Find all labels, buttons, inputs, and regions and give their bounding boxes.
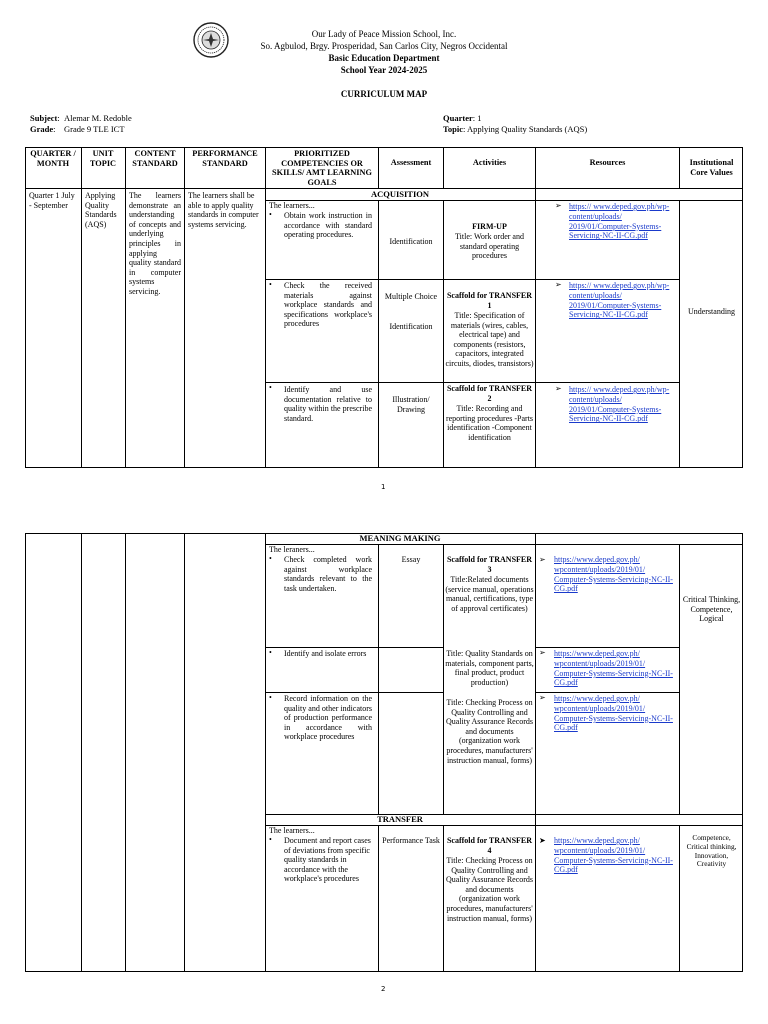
resource-link-mm-3[interactable]: https://www.deped.gov.ph/ wpcontent/uploads/2019/01/ Computer-Systems-Servicing-NC-II-CG.pdf bbox=[554, 694, 673, 733]
activity-detail-transfer: Title: Checking Process on Quality Controlling and Quality Assurance Records and documents (organization work procedures, manufacturers' instruction manual, forms) bbox=[445, 856, 534, 923]
unit-topic-text: Applying Quality Standards (AQS) bbox=[85, 191, 117, 229]
activity-title-transfer: Scaffold for TRANSFER 4 bbox=[446, 836, 533, 855]
competency-mm-2: Identify and isolate errors bbox=[284, 649, 367, 658]
activity-title-2: Scaffold for TRANSFER 1 bbox=[446, 291, 533, 310]
arrow-bullet-icon: ➢ bbox=[555, 201, 562, 210]
activity-title-3: Scaffold for TRANSFER 2 bbox=[446, 384, 533, 403]
competency-3: Identify and use documentation relative to quality within the prescribe standard. bbox=[284, 385, 372, 423]
activity-title-mm-1: Scaffold for TRANSFER 3 bbox=[446, 555, 533, 574]
resource-link-mm-2[interactable]: https://www.deped.gov.ph/ wpcontent/uploads/2019/01/ Computer-Systems-Servicing-NC-II-CG.pdf bbox=[554, 649, 673, 688]
bullet: • bbox=[269, 554, 272, 563]
arrow-bullet-icon: ➢ bbox=[539, 693, 546, 702]
content-standard-text: The learners demonstrate an understanding of concepts and underlying principles in applying quality standard in computer systems servicing. bbox=[129, 191, 181, 296]
col-header-unit: UNIT TOPIC bbox=[89, 149, 117, 168]
grade-label: Grade bbox=[30, 124, 54, 134]
school-name: Our Lady of Peace Mission School, Inc. bbox=[311, 29, 457, 39]
col-header-core-values: Institutional Core Values bbox=[689, 158, 734, 177]
section-transfer: TRANSFER bbox=[377, 814, 423, 824]
resource-link-3[interactable]: https:// www.deped.gov.ph/wp-content/uploads/ 2019/01/Computer-Systems-Servicing-NC-II-CG.pdf bbox=[569, 385, 670, 424]
quarter-line: Quarter: 1 bbox=[443, 113, 482, 123]
assessment-transfer: Performance Task bbox=[382, 836, 440, 845]
arrow-bullet-icon: ➢ bbox=[555, 384, 562, 393]
col-header-competencies: PRIORITIZED COMPETENCIES OR SKILLS/ AMT LEARNING GOALS bbox=[272, 149, 372, 187]
resource-link-2[interactable]: https:// www.deped.gov.ph/wp-content/uploads/ 2019/01/Computer-Systems-Servicing-NC-II-CG.pdf bbox=[569, 281, 670, 320]
learners-intro: The learners... bbox=[269, 201, 315, 210]
bullet: • bbox=[269, 693, 272, 702]
col-header-performance: PERFORMANCE STANDARD bbox=[192, 149, 258, 168]
learners-intro-mm: The leraners... bbox=[269, 545, 315, 554]
resource-link-1[interactable]: https:// www.deped.gov.ph/wp-content/uploads/ 2019/01/Computer-Systems-Servicing-NC-II-CG.pdf bbox=[569, 202, 670, 241]
col-header-content: CONTENT STANDARD bbox=[132, 149, 178, 168]
section-acquisition: ACQUISITION bbox=[370, 189, 430, 199]
school-address: So. Agbulod, Brgy. Prosperidad, San Carlos City, Negros Occidental bbox=[260, 41, 508, 51]
grade-value: Grade 9 TLE ICT bbox=[64, 124, 125, 134]
grade-line: Grade: Grade 9 TLE ICT bbox=[30, 124, 125, 134]
col-header-activities: Activities bbox=[472, 158, 507, 167]
assessment-1: Identification bbox=[389, 237, 433, 246]
activity-detail-1: Title: Work order and standard operating procedures bbox=[455, 232, 524, 261]
topic-value: Applying Quality Standards (AQS) bbox=[467, 124, 588, 134]
core-value-understanding: Understanding bbox=[687, 307, 736, 316]
bullet: • bbox=[269, 280, 272, 289]
assessment-3: Illustration/ Drawing bbox=[392, 395, 430, 414]
activity-detail-3: Title: Recording and reporting procedures -Parts identification -Component identification bbox=[445, 404, 534, 442]
quarter-month-text: Quarter 1 July - September bbox=[29, 191, 75, 210]
bullet: • bbox=[269, 648, 272, 657]
col-header-resources: Resources bbox=[589, 158, 626, 167]
activity-detail-mm-3: Title: Checking Process on Quality Controlling and Quality Assurance Records and documents (organization work procedures, manufacturers' instruction manual, forms) bbox=[445, 698, 534, 765]
bullet: • bbox=[269, 835, 272, 844]
resource-link-transfer[interactable]: https://www.deped.gov.ph/ wpcontent/uploads/2019/01/ Computer-Systems-Servicing-NC-II-CG.pdf bbox=[554, 836, 673, 875]
quarter-value: 1 bbox=[477, 113, 482, 123]
competency-mm-3: Record information on the quality and other indicators of production performance in accordance with workplace procedures bbox=[284, 694, 372, 742]
competency-1: Obtain work instruction in accordance with standard operating procedures. bbox=[284, 211, 372, 240]
bullet: • bbox=[269, 383, 272, 392]
competency-2: Check the received materials against workplace standards and specifications workplace's procedures bbox=[284, 281, 372, 329]
arrow-bullet-icon: ➢ bbox=[539, 648, 546, 657]
competency-mm-1: Check completed work against workplace standards relevant to the task undertaken. bbox=[284, 555, 372, 593]
col-header-quarter: QUARTER / MONTH bbox=[30, 149, 76, 168]
activity-detail-2: Title: Specification of materials (wires, cables, electrical tape) and components (resistors, capacitors, integrated circuits, diodes, transistors) bbox=[445, 311, 534, 368]
core-value-transfer: Competence, Critical thinking, Innovation, Creativity bbox=[686, 833, 737, 869]
arrow-bullet-icon: ➢ bbox=[555, 280, 562, 289]
section-meaning-making: MEANING MAKING bbox=[359, 533, 441, 543]
activity-title-1: FIRM-UP bbox=[472, 222, 507, 231]
page-number-2: 2 bbox=[381, 985, 386, 993]
activity-detail-mm-2: Title: Quality Standards on materials, component parts, final product, product production) bbox=[445, 649, 534, 687]
learners-intro-tr: The learners... bbox=[269, 826, 315, 835]
subject-label: Subject bbox=[30, 113, 58, 123]
subject-value: Alemar M. Redoble bbox=[64, 113, 132, 123]
table2-border bbox=[25, 533, 743, 972]
assessment-mm-1: Essay bbox=[401, 555, 421, 564]
subject-line: Subject: Alemar M. Redoble bbox=[30, 113, 132, 123]
topic-label: Topic bbox=[443, 124, 464, 134]
performance-standard-text: The learners shall be able to apply quality standards in computer systems servicing. bbox=[188, 191, 259, 229]
bullet: • bbox=[269, 210, 272, 219]
assessment-2b: Identification bbox=[389, 322, 433, 331]
topic-line: Topic: Applying Quality Standards (AQS) bbox=[443, 124, 588, 134]
document-title: CURRICULUM MAP bbox=[340, 89, 428, 99]
competency-transfer: Document and report cases of deviations from specific quality standards in accordance with the workplace's procedures bbox=[284, 836, 371, 884]
activity-detail-mm-1: Title:Related documents (service manual, operations manual, certifications, type of approval certificates) bbox=[445, 575, 534, 613]
page-number-1: 1 bbox=[381, 483, 386, 491]
assessment-2: Multiple Choice bbox=[384, 292, 438, 301]
core-value-mm: Critical Thinking, Competence, Logical bbox=[682, 595, 741, 624]
arrow-bullet-icon: ➢ bbox=[539, 555, 546, 564]
school-year: School Year 2024-2025 bbox=[340, 65, 428, 75]
arrow-bullet-icon: ➤ bbox=[539, 836, 546, 845]
resource-link-mm-1[interactable]: https://www.deped.gov.ph/ wpcontent/uploads/2019/01/ Computer-Systems-Servicing-NC-II-CG.pdf bbox=[554, 555, 673, 594]
col-header-assessment: Assessment bbox=[390, 158, 432, 167]
quarter-label: Quarter bbox=[443, 113, 473, 123]
department: Basic Education Department bbox=[328, 53, 440, 63]
